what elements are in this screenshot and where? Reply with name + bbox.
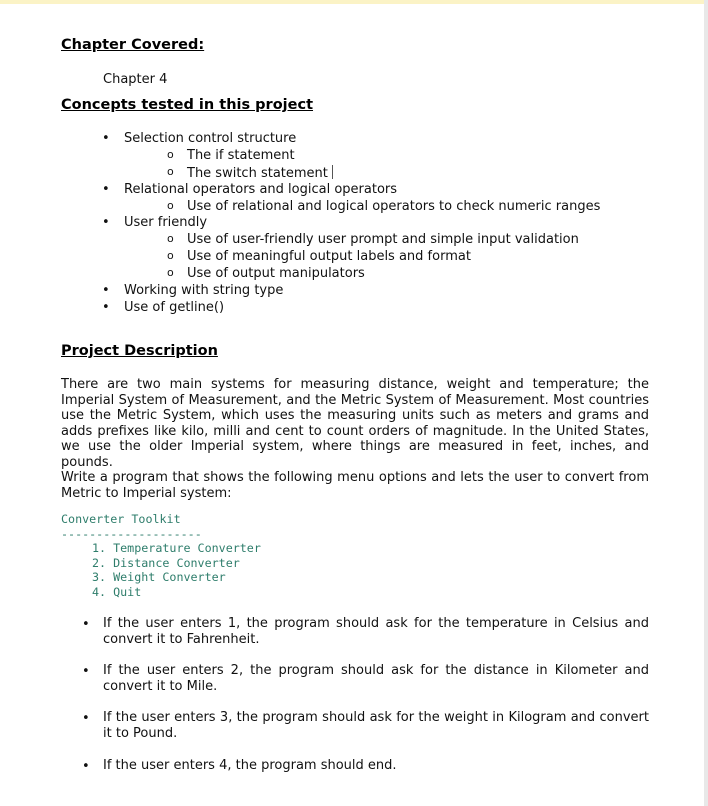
list-item [102, 131, 110, 146]
list-item-label: Selection control structure [124, 131, 297, 146]
chapter-value: Chapter 4 [103, 72, 168, 87]
bullet-disc: • [82, 664, 90, 679]
menu-option: 2. Distance Converter [92, 556, 240, 570]
project-paragraph-1: There are two main systems for measuring distance, weight and temperature; the Imperial System of Measurement, and the Metric System of Measurement. Most countries use the Metric System, which uses the measuring units such as meters and grams and adds prefixes like kilo, milli and cent to count orders of magnitude. In the United States, we use the older Imperial system, where things are measured in feet, inches, and pounds. [61, 377, 649, 470]
list-item-label: Use of getline() [124, 300, 225, 315]
menu-divider: -------------------- [61, 527, 202, 541]
list-item-label: The switch statement [187, 166, 328, 181]
requirement-item: If the user enters 4, the program should end. [103, 758, 397, 773]
bullet-disc: • [82, 711, 90, 726]
bullet-disc: • [102, 300, 110, 315]
bullet-circle: o [167, 165, 174, 178]
bullet-disc: • [82, 617, 90, 632]
requirement-item: If the user enters 3, the program should ask for the weight in Kilogram and convert it to Pound. [103, 710, 649, 741]
bullet-disc: • [102, 283, 110, 298]
bullet-disc: • [102, 182, 110, 197]
chapter-heading: Chapter Covered: [61, 37, 205, 53]
requirement-item: If the user enters 2, the program should ask for the distance in Kilometer and convert it to Mile. [103, 663, 649, 694]
bullet-circle: o [167, 232, 174, 245]
menu-option: 3. Weight Converter [92, 570, 226, 584]
requirement-item: If the user enters 1, the program should ask for the temperature in Celsius and convert it to Fahrenheit. [103, 616, 649, 647]
list-item-label: Working with string type [124, 283, 284, 298]
page-edge [704, 0, 708, 806]
list-item-label: User friendly [124, 215, 208, 230]
bullet-circle: o [167, 148, 174, 161]
list-item-label: Use of meaningful output labels and format [187, 249, 471, 264]
bullet-circle: o [167, 266, 174, 279]
list-item-label: The if statement [187, 148, 295, 163]
list-item-label: Relational operators and logical operators [124, 182, 398, 197]
bullet-disc: • [82, 759, 90, 774]
list-item-text [187, 165, 333, 181]
concepts-heading: Concepts tested in this project [61, 97, 314, 113]
list-item-label: Use of user-friendly user prompt and simple input validation [187, 232, 579, 247]
menu-option: 1. Temperature Converter [92, 541, 261, 555]
text-cursor [332, 165, 333, 179]
list-item-label: Use of relational and logical operators to check numeric ranges [187, 199, 601, 214]
menu-option: 4. Quit [92, 585, 142, 599]
bullet-disc: • [102, 215, 110, 230]
project-paragraph-2: Write a program that shows the following menu options and lets the user to convert from Metric to Imperial system: [61, 470, 649, 501]
bullet-disc: • [102, 131, 110, 146]
top-highlight-band [0, 0, 708, 4]
bullet-circle: o [167, 249, 174, 262]
bullet-circle: o [167, 199, 174, 212]
list-item-label: Use of output manipulators [187, 266, 365, 281]
project-heading: Project Description [61, 343, 218, 359]
menu-title: Converter Toolkit [61, 512, 181, 526]
